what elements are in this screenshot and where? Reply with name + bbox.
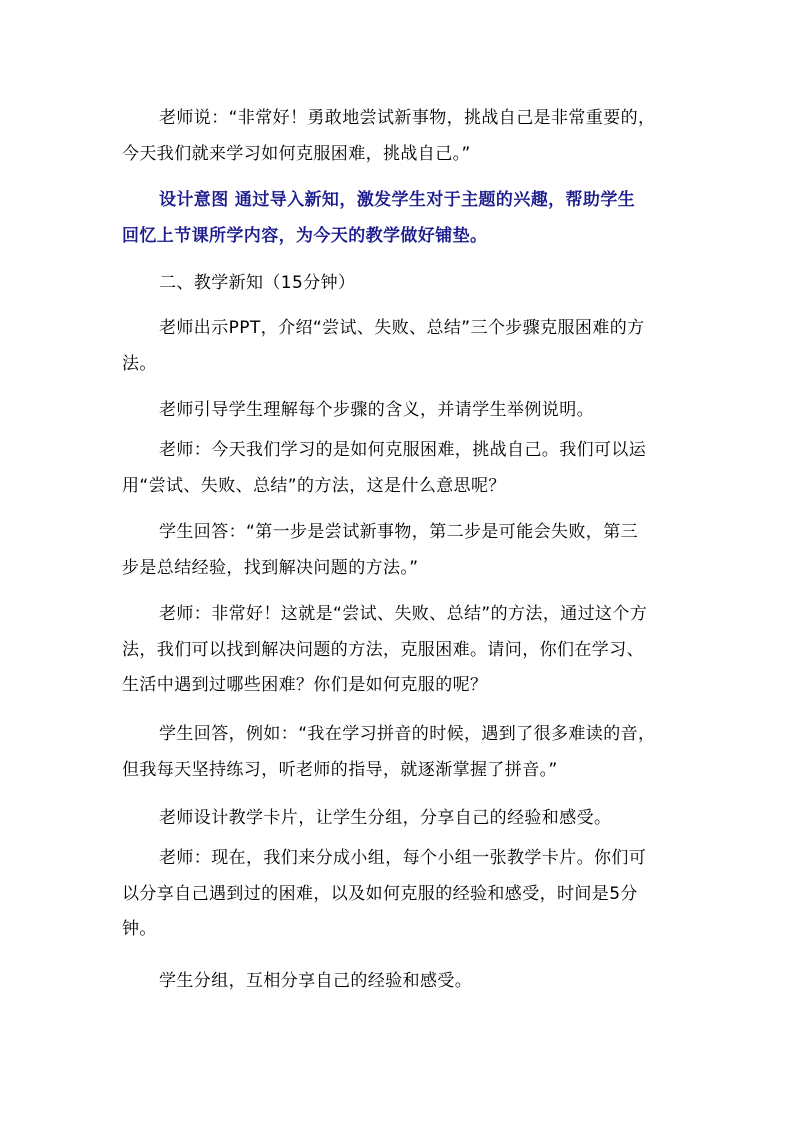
text-line: 学生回答，例如：“我在学习拼音的时候，遇到了很多难读的音， [159,724,656,744]
text-line: 生活中遇到过哪些困难？你们是如何克服的呢？ [122,675,488,695]
text-line: 但我每天坚持练习，听老师的指导，就逐渐掌握了拼音。” [122,759,558,780]
paragraph-student-answer-2 [122,717,680,788]
text-line: 老师出示PPT，介绍“尝试、失败、总结”三个步骤克服困难的方 [159,318,645,338]
paragraph-students-share [122,964,680,1000]
text-line: 学生回答：“第一步是尝试新事物，第二步是可能会失败，第三 [159,522,639,542]
text-line: 今天我们就来学习如何克服困难，挑战自己。” [122,143,471,164]
paragraph-teacher-question [122,597,680,704]
text-line: 回忆上节课所学内容，为今天的教学做好铺垫。 [122,225,488,246]
text-line: 老师：非常好！这就是“尝试、失败、总结”的方法，通过这个方 [159,604,648,624]
section-heading [122,266,680,302]
text-line: 学生分组，互相分享自己的经验和感受。 [159,971,473,991]
text-line: 法。 [122,353,157,374]
text-line: 老师：现在，我们来分成小组，每个小组一张教学卡片。你们可 [159,848,647,868]
text-line: 钟。 [122,919,157,939]
text-line: 老师说：“非常好！勇敢地尝试新事物，挑战自己是非常重要的， [159,108,656,128]
paragraph-teacher-method [122,433,680,504]
paragraph-guide-students [122,393,680,429]
text-line: 用“尝试、失败、总结”的方法，这是什么意思呢？ [122,475,506,496]
paragraph-teacher-says [122,101,680,172]
text-line: 步是总结经验，找到解决问题的方法。” [122,557,419,578]
text-line: 以分享自己遇到过的困难，以及如何克服的经验和感受，时间是5分 [122,883,638,904]
text-line: 设计意图 通过导入新知，激发学生对于主题的兴趣，帮助学生 [159,190,636,210]
text-line: 二、教学新知（15分钟） [159,273,356,293]
paragraph-design-intent [122,183,680,254]
paragraph-ppt-intro [122,311,680,382]
paragraph-student-answer-1 [122,515,680,586]
text-line: 老师设计教学卡片，让学生分组，分享自己的经验和感受。 [159,808,612,828]
paragraph-group-sharing [122,841,680,948]
text-line: 老师引导学生理解每个步骤的含义，并请学生举例说明。 [159,400,594,420]
text-line: 法，我们可以找到解决问题的方法，克服困难。请问，你们在学习、 [122,639,644,660]
text-line: 老师：今天我们学习的是如何克服困难，挑战自己。我们可以运 [159,440,647,460]
paragraph-teaching-cards [122,801,680,837]
